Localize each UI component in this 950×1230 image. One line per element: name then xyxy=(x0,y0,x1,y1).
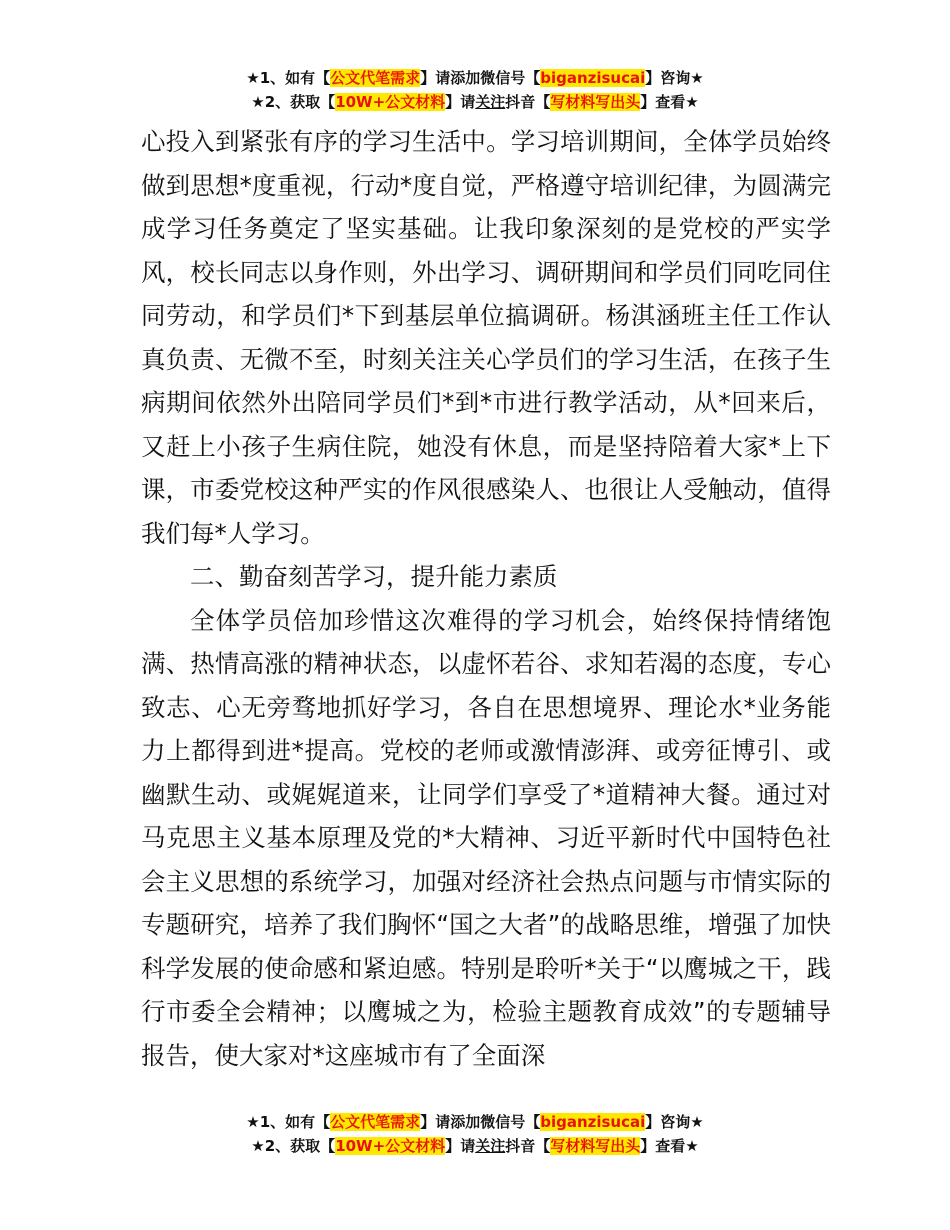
section-heading-2: 二、勤奋刻苦学习，提升能力素质 xyxy=(190,562,558,591)
body-paragraph-2: 全体学员倍加珍惜这次难得的学习机会，始终保持情绪饱满、热情高涨的精神状态，以虚怀若谷、求知若渴的态度，专心致志、心无旁骛地抓好学习，各自在思想境界、理论水*业务能力上都得到进*提高。党校的老师或激情澎湃、或旁征博引、或幽默生动、或娓娓道来，让同学们享受了*道精神大餐。通过对马克思主义基本原理及党的*大精神、习近平新时代中国特色社会主义思想的系统学习，加强对经济社会热点问题与市情实际的专题研究，培养了我们胸怀“国之大者”的战略思维，增强了加快科学发展的使命感和紧迫感。特别是聆听*关于“以鹰城之干，践行市委全会精神；以鹰城之为，检验主题教育成效”的专题辅导报告，使大家对*这座城市有了全面深 xyxy=(141,605,831,1070)
promo-text: 】请 xyxy=(445,1137,476,1155)
promo-text: 】查看★ xyxy=(640,93,699,111)
promo-text: 抖音【 xyxy=(505,1137,551,1155)
promo-text: 】查看★ xyxy=(640,1137,699,1155)
promo-banner-top xyxy=(0,66,950,114)
promo-text: ★1、如有【 xyxy=(246,1113,331,1131)
promo-highlight-wechat-id: biganzisucai xyxy=(540,1113,646,1131)
document-body xyxy=(141,120,831,1077)
promo-text: 】咨询★ xyxy=(645,69,704,87)
promo-highlight: 10W+公文材料 xyxy=(335,1137,446,1155)
promo-highlight: 10W+公文材料 xyxy=(335,93,446,111)
promo-line-2 xyxy=(0,90,950,114)
promo-text: ★2、获取【 xyxy=(251,93,336,111)
promo-highlight: 公文代笔需求 xyxy=(330,69,421,87)
promo-highlight: 写材料写出头 xyxy=(550,1137,641,1155)
promo-banner-bottom xyxy=(0,1110,950,1158)
promo-text: 】咨询★ xyxy=(645,1113,704,1131)
promo-line-2 xyxy=(0,1134,950,1158)
promo-underline: 关注 xyxy=(475,1137,506,1155)
promo-text: ★2、获取【 xyxy=(251,1137,336,1155)
promo-text: 】请 xyxy=(445,93,476,111)
promo-highlight-wechat-id: biganzisucai xyxy=(540,69,646,87)
promo-text: ★1、如有【 xyxy=(246,69,331,87)
body-paragraph-1: 心投入到紧张有序的学习生活中。学习培训期间，全体学员始终做到思想*度重视，行动*度自觉，严格遵守培训纪律，为圆满完成学习任务奠定了坚实基础。让我印象深刻的是党校的严实学风，校长同志以身作则，外出学习、调研期间和学员们同吃同住同劳动，和学员们*下到基层单位搞调研。杨淇涵班主任工作认真负责、无微不至，时刻关注关心学员们的学习生活，在孩子生病期间依然外出陪同学员们*到*市进行教学活动，从*回来后，又赶上小孩子生病住院，她没有休息，而是坚持陪着大家*上下课，市委党校这种严实的作风很感染人、也很让人受触动，值得我们每*人学习。 xyxy=(141,127,831,548)
promo-text: 】请添加微信号【 xyxy=(420,69,541,87)
promo-highlight: 公文代笔需求 xyxy=(330,1113,421,1131)
promo-line-1 xyxy=(0,66,950,90)
promo-line-1 xyxy=(0,1110,950,1134)
promo-text: 抖音【 xyxy=(505,93,551,111)
promo-text: 】请添加微信号【 xyxy=(420,1113,541,1131)
promo-highlight: 写材料写出头 xyxy=(550,93,641,111)
promo-underline: 关注 xyxy=(475,93,506,111)
